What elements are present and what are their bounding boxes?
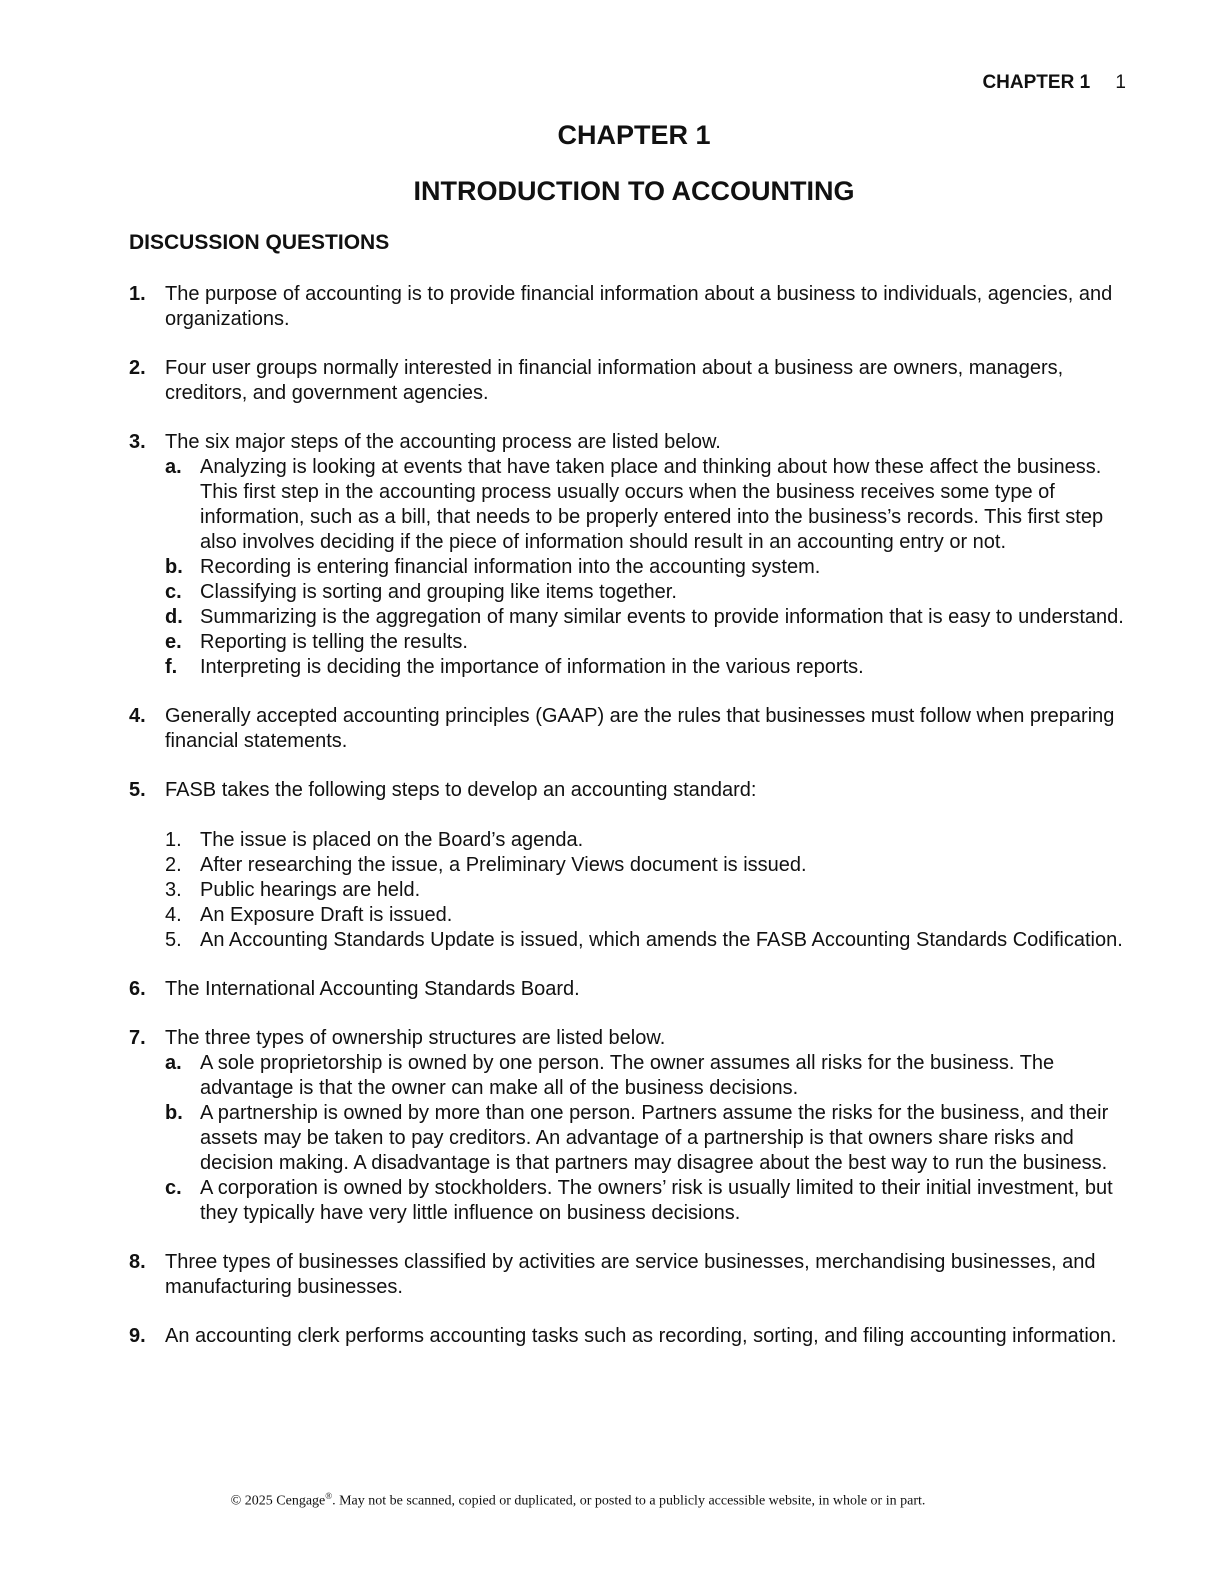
sub-item-text: A partnership is owned by more than one person. Partners assume the risks for the business, and their assets may be taken to pay creditors. An advantage of a partnership is that owners share risks and decision making. A disadvantage is that partners may disagree about the best way to run the business. <box>200 1102 1109 1174</box>
question-4 <box>129 704 1139 754</box>
question-number: 4. <box>129 705 146 727</box>
fasb-steps-list <box>165 828 1139 953</box>
step-number: 1. <box>165 829 182 851</box>
question-6 <box>129 977 1139 1002</box>
sub-item <box>165 555 1139 580</box>
registered-mark: ® <box>325 1491 333 1501</box>
sub-item-text: Reporting is telling the results. <box>200 631 468 653</box>
question-number: 8. <box>129 1251 146 1273</box>
sub-item-text: Recording is entering financial information into the accounting system. <box>200 556 821 578</box>
question-text: The purpose of accounting is to provide financial information about a business to individuals, agencies, and organizations. <box>165 283 1113 330</box>
chapter-number: CHAPTER 1 <box>557 120 711 150</box>
question-3 <box>129 430 1139 680</box>
step-number: 4. <box>165 904 182 926</box>
step-text: An Accounting Standards Update is issued, which amends the FASB Accounting Standards Codification. <box>200 929 1123 951</box>
question-2 <box>129 356 1139 406</box>
sub-item <box>165 1051 1139 1101</box>
question-text: The International Accounting Standards Board. <box>165 978 580 1000</box>
questions-list <box>129 282 1139 1373</box>
question-7 <box>129 1026 1139 1226</box>
sub-item-text: Classifying is sorting and grouping like items together. <box>200 581 677 603</box>
sub-item-label: f. <box>165 656 178 678</box>
question-number: 7. <box>129 1027 146 1049</box>
sub-item-label: e. <box>165 631 182 653</box>
copyright-footer <box>0 1491 1156 1510</box>
question-text: FASB takes the following steps to develop an accounting standard: <box>165 779 757 801</box>
question-number: 3. <box>129 431 146 453</box>
question-5 <box>129 778 1139 953</box>
question-text: The three types of ownership structures are listed below. <box>165 1027 666 1049</box>
page-number: 1 <box>1115 72 1126 93</box>
fasb-step <box>165 903 1139 928</box>
sub-item <box>165 630 1139 655</box>
fasb-step <box>165 928 1139 953</box>
question-number: 6. <box>129 978 146 1000</box>
fasb-step <box>165 828 1139 853</box>
step-number: 5. <box>165 929 182 951</box>
question-text: Four user groups normally interested in financial information about a business are owners, managers, creditors, and government agencies. <box>165 357 1064 404</box>
question-9 <box>129 1324 1139 1349</box>
sub-item <box>165 455 1139 555</box>
step-text: After researching the issue, a Preliminary Views document is issued. <box>200 854 807 876</box>
question-number: 9. <box>129 1325 146 1347</box>
running-header <box>982 72 1126 94</box>
question-number: 2. <box>129 357 146 379</box>
question-text: An accounting clerk performs accounting tasks such as recording, sorting, and filing accounting information. <box>165 1325 1117 1347</box>
sub-item-label: b. <box>165 556 183 578</box>
step-number: 3. <box>165 879 182 901</box>
question-8 <box>129 1250 1139 1300</box>
sub-item-text: Summarizing is the aggregation of many similar events to provide information that is easy to understand. <box>200 606 1124 628</box>
fasb-step <box>165 878 1139 903</box>
question-text: Generally accepted accounting principles (GAAP) are the rules that businesses must follow when preparing financial statements. <box>165 705 1115 752</box>
sub-item <box>165 655 1139 680</box>
sub-item-label: a. <box>165 1052 182 1074</box>
step-text: An Exposure Draft is issued. <box>200 904 453 926</box>
sub-item-label: c. <box>165 581 182 603</box>
fasb-step <box>165 853 1139 878</box>
sub-item-text: A sole proprietorship is owned by one person. The owner assumes all risks for the business. The advantage is that the owner can make all of the business decisions. <box>200 1052 1055 1099</box>
sub-item-text: Interpreting is deciding the importance of information in the various reports. <box>200 656 864 678</box>
sub-item-text: A corporation is owned by stockholders. The owners’ risk is usually limited to their initial investment, but they typically have very little influence on business decisions. <box>200 1177 1113 1224</box>
sub-item-label: a. <box>165 456 182 478</box>
step-text: Public hearings are held. <box>200 879 421 901</box>
sub-item-label: b. <box>165 1102 183 1124</box>
step-number: 2. <box>165 854 182 876</box>
question-text: The six major steps of the accounting process are listed below. <box>165 431 721 453</box>
step-text: The issue is placed on the Board’s agenda. <box>200 829 584 851</box>
sub-item-label: d. <box>165 606 183 628</box>
sub-item <box>165 605 1139 630</box>
sub-item-text: Analyzing is looking at events that have taken place and thinking about how these affect the business. This first step in the accounting process usually occurs when the business receives some type of information, such as a bill, that needs to be properly entered into the business’s records. This first step also involves deciding if the piece of information should result in an accounting entry or not. <box>200 456 1104 553</box>
sub-item-label: c. <box>165 1177 182 1199</box>
question-number: 5. <box>129 779 146 801</box>
sub-item <box>165 1176 1139 1226</box>
sub-item <box>165 580 1139 605</box>
question-number: 1. <box>129 283 146 305</box>
question-text: Three types of businesses classified by activities are service businesses, merchandising businesses, and manufacturing businesses. <box>165 1251 1096 1298</box>
running-header-title: CHAPTER 1 <box>982 72 1091 93</box>
section-heading: DISCUSSION QUESTIONS <box>129 231 390 254</box>
sub-item <box>165 1101 1139 1176</box>
question-1 <box>129 282 1139 332</box>
copyright-prefix: © 2025 Cengage <box>230 1493 326 1509</box>
copyright-suffix: . May not be scanned, copied or duplicated, or posted to a publicly accessible website, in whole or in part. <box>332 1493 926 1509</box>
chapter-title: INTRODUCTION TO ACCOUNTING <box>413 176 855 206</box>
